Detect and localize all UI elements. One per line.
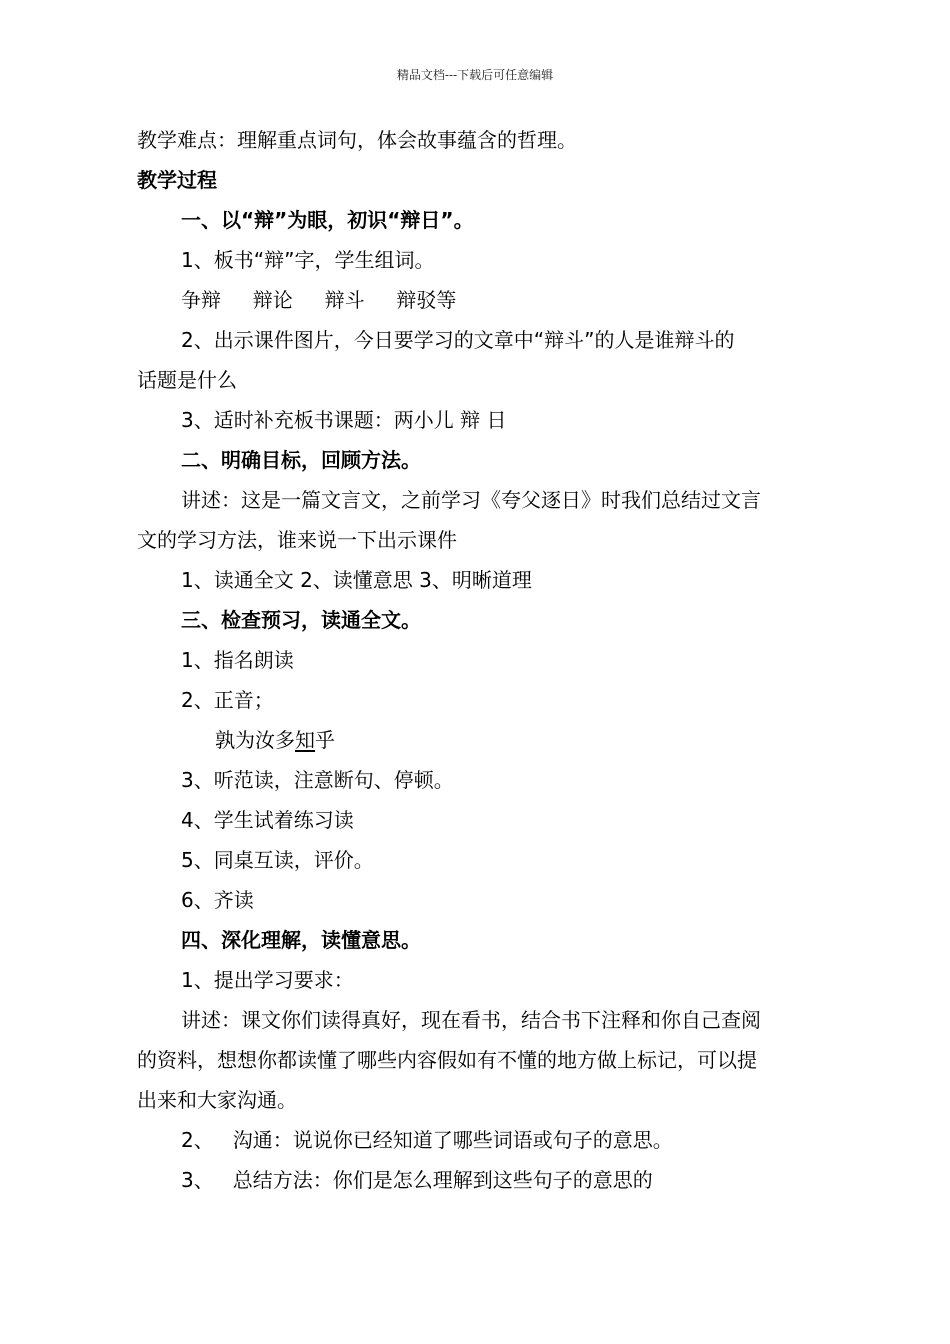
list-item: 2、出示课件图片，今日要学习的文章中“辩斗”的人是谁辩斗的 xyxy=(181,328,735,352)
list-item: 3、适时补充板书课题：两小儿 辩 日 xyxy=(181,408,507,432)
list-item-continuation: 话题是什么 xyxy=(137,368,237,392)
pronunciation-phrase xyxy=(137,720,837,760)
section-heading-1: 一、以“辩”为眼，初识“辩日”。 xyxy=(181,208,474,232)
list-item: 1、读通全文 2、读懂意思 3、明晰道理 xyxy=(181,568,532,592)
section-heading-4: 四、深化理解，读懂意思。 xyxy=(181,928,421,952)
paragraph-continuation: 出来和大家沟通。 xyxy=(137,1088,297,1112)
list-item: 3、听范读，注意断句、停顿。 xyxy=(181,768,454,792)
underlined-char: 知 xyxy=(295,728,315,752)
section-title-process: 教学过程 xyxy=(137,168,217,192)
phrase-text: 孰为汝多 xyxy=(215,728,295,752)
phrase-text: 乎 xyxy=(315,728,335,752)
list-item: 1、板书“辩”字，学生组词。 xyxy=(181,248,435,272)
section-heading-3: 三、检查预习，读通全文。 xyxy=(181,608,421,632)
list-item: 4、学生试着练习读 xyxy=(181,808,354,832)
document-body xyxy=(137,120,837,1200)
list-item: 1、提出学习要求： xyxy=(181,968,354,992)
list-item: 3、 总结方法：你们是怎么理解到这些句子的意思的 xyxy=(181,1168,653,1192)
list-item: 6、齐读 xyxy=(181,888,254,912)
page-header: 精品文档---下载后可任意编辑 xyxy=(396,68,554,82)
paragraph: 讲述：课文你们读得真好，现在看书，结合书下注释和你自己查阅 xyxy=(181,1008,761,1032)
list-item: 2、正音； xyxy=(181,688,274,712)
list-item: 5、同桌互读，评价。 xyxy=(181,848,374,872)
word-list: 争辩 辩论 辩斗 辩驳等 xyxy=(181,288,457,312)
paragraph-continuation: 文的学习方法，谁来说一下出示课件 xyxy=(137,528,457,552)
teaching-difficulty: 教学难点：理解重点词句，体会故事蕴含的哲理。 xyxy=(137,128,577,152)
paragraph: 讲述：这是一篇文言文，之前学习《夸父逐日》时我们总结过文言 xyxy=(181,488,761,512)
section-heading-2: 二、明确目标，回顾方法。 xyxy=(181,448,421,472)
paragraph-continuation: 的资料，想想你都读懂了哪些内容假如有不懂的地方做上标记，可以提 xyxy=(137,1048,757,1072)
list-item: 1、指名朗读 xyxy=(181,648,294,672)
list-item: 2、 沟通：说说你已经知道了哪些词语或句子的意思。 xyxy=(181,1128,673,1152)
